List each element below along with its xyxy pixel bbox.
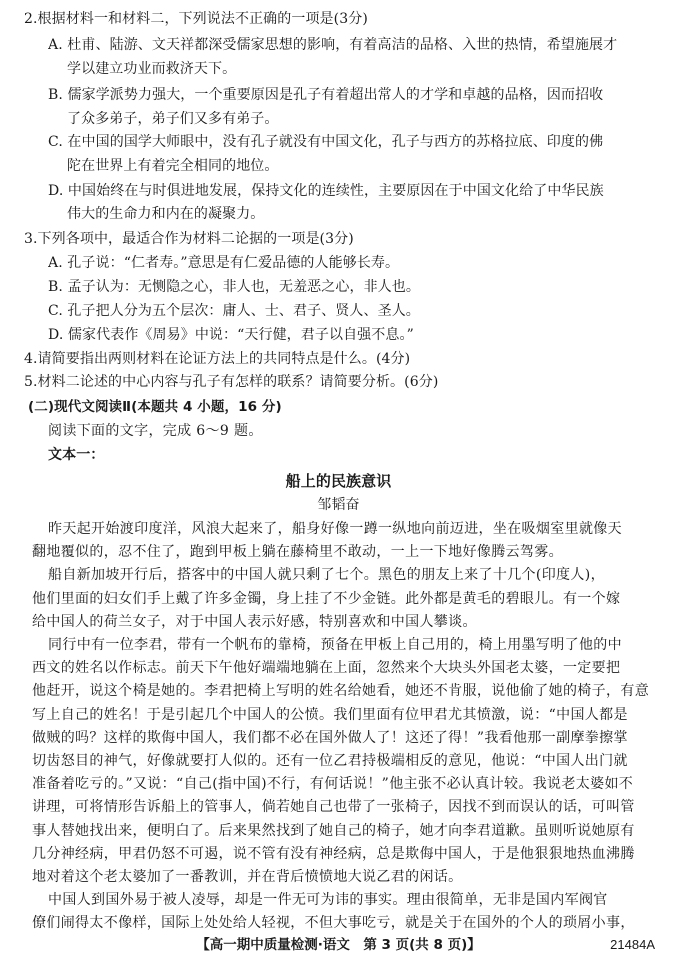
question-2-option-b: B. 儒家学派势力强大，一个重要原因是孔子有着超出常人的才学和卓越的品格，因而招收	[48, 87, 604, 103]
question-2-option-c: C. 在中国的国学大师眼中，没有孔子就没有中国文化，孔子与西方的苏格拉底、印度的佛	[48, 134, 604, 150]
question-2-option-d-cont: 伟大的生命力和内在的凝聚力。	[67, 206, 265, 222]
section-instruction: 阅读下面的文字，完成 6～9 题。	[48, 423, 263, 439]
article-line: 僚们闹得太不像样，国际上处处给人轻视，不但大事吃亏，就是关于在国外的个人的琐屑小事，	[32, 915, 635, 931]
article-line: 写上自己的姓名！于是引起几个中国人的公愤。我们里面有位甲君尤其愤激，说：“中国人都是	[32, 707, 628, 723]
article-line: 他赶开，说这个椅是她的。李君把椅上写明的姓名给她看，她还不肯服，说他偷了她的椅子，有意	[32, 683, 650, 699]
section-heading: (二)现代文阅读Ⅱ(本题共 4 小题，16 分)	[28, 399, 282, 415]
question-2-stem: 2.根据材料一和材料二，下列说法不正确的一项是(3分)	[24, 11, 368, 27]
question-3-option-b: B. 孟子认为：无恻隐之心，非人也，无羞恶之心，非人也。	[48, 279, 420, 295]
question-2-option-a-cont: 学以建立功业而救济天下。	[67, 61, 237, 77]
article-author: 邹韬奋	[317, 497, 360, 513]
article-line: 做贼的吗？这样的欺侮中国人，我们都不必在国外做人了！这还了得！”我看他那一副摩拳擦掌	[32, 730, 628, 746]
question-2-option-d: D. 中国始终在与时俱进地发展，保持文化的连续性，主要原因在于中国文化给了中华民族	[48, 183, 604, 199]
question-2-option-c-cont: 陀在世界上有着完全相同的地位。	[67, 158, 279, 174]
article-title: 船上的民族意识	[285, 472, 392, 490]
article-line: 昨天起开始渡印度洋，风浪大起来了，船身好像一蹲一纵地向前迈进，坐在吸烟室里就像天	[48, 521, 622, 537]
article-line: 西文的姓名以作标志。前天下午他好端端地躺在上面，忽然来个大块头外国老太婆，一定要把	[32, 660, 621, 676]
article-line: 给中国人的荷兰女子，对于中国人表示好感，特别喜欢和中国人攀谈。	[32, 614, 477, 630]
article-line: 翻地覆似的，忍不住了，跑到甲板上躺在藤椅里不敢动，一上一下地好像腾云驾雾。	[32, 544, 563, 560]
article-line: 中国人到国外易于被人凌辱，却是一件无可为讳的事实。理由很简单，无非是国内军阀官	[48, 892, 608, 908]
question-3-stem: 3.下列各项中，最适合作为材料二论据的一项是(3分)	[24, 231, 354, 247]
article-line: 事人替她找出来，便明白了。后来果然找到了她自己的椅子，她才向李君道歉。虽则听说她原有	[32, 823, 635, 839]
question-2-option-b-cont: 了众多弟子，弟子们又多有弟子。	[67, 111, 279, 127]
question-3-option-a: A. 孔子说：“仁者寿。”意思是有仁爱品德的人能够长寿。	[48, 255, 400, 271]
article-line: 同行中有一位李君，带有一个帆布的靠椅，预备在甲板上自己用的，椅上用墨写明了他的中	[48, 637, 622, 653]
question-5: 5.材料二论述的中心内容与孔子有怎样的联系？请简要分析。(6分)	[24, 374, 439, 390]
text-one-label: 文本一：	[48, 447, 105, 463]
article-line: 他们里面的妇女们手上戴了许多金镯，身上挂了不少金链。此外都是黄毛的碧眼儿。有一个嫁	[32, 591, 621, 607]
question-3-option-d: D. 儒家代表作《周易》中说：“天行健，君子以自强不息。”	[48, 327, 414, 343]
article-line: 地对着这个老太婆加了一番教训，并在背后愤愤地大说乙君的闲话。	[32, 869, 463, 885]
page-footer	[0, 934, 677, 956]
article-line: 准备着吃亏的。”又说：“自己(指中国)不行，有何话说！”他主张不必认真计较。我说老太婆如不	[32, 776, 634, 792]
article-line: 几分神经病，甲君仍怒不可遏，说不管有没有神经病，总是欺侮中国人，于是他狠狠地热血沸腾	[32, 846, 635, 862]
footer-page-info: 【高一期中质量检测·语文 第 3 页(共 8 页)】	[196, 937, 481, 953]
article-line: 船自新加坡开行后，搭客中的中国人就只剩了七个。黑色的朋友上来了十几个(印度人)，	[48, 567, 605, 583]
question-4: 4.请简要指出两则材料在论证方法上的共同特点是什么。(4分)	[24, 351, 411, 367]
question-2-option-a: A. 杜甫、陆游、文天祥都深受儒家思想的影响，有着高洁的品格、入世的热情，希望施展才	[48, 37, 618, 53]
question-3-option-c: C. 孔子把人分为五个层次：庸人、士、君子、贤人、圣人。	[48, 303, 420, 319]
article-line: 讲理，可将情形告诉船上的管事人，倘若她自己也带了一张椅子，因找不到而误认的话，可叫管	[32, 799, 635, 815]
article-line: 切齿怒目的神气，好像就要打人似的。还有一位乙君持极端相反的意见，他说：“中国人出门就	[32, 753, 628, 769]
footer-exam-code: 21484A	[610, 937, 655, 952]
